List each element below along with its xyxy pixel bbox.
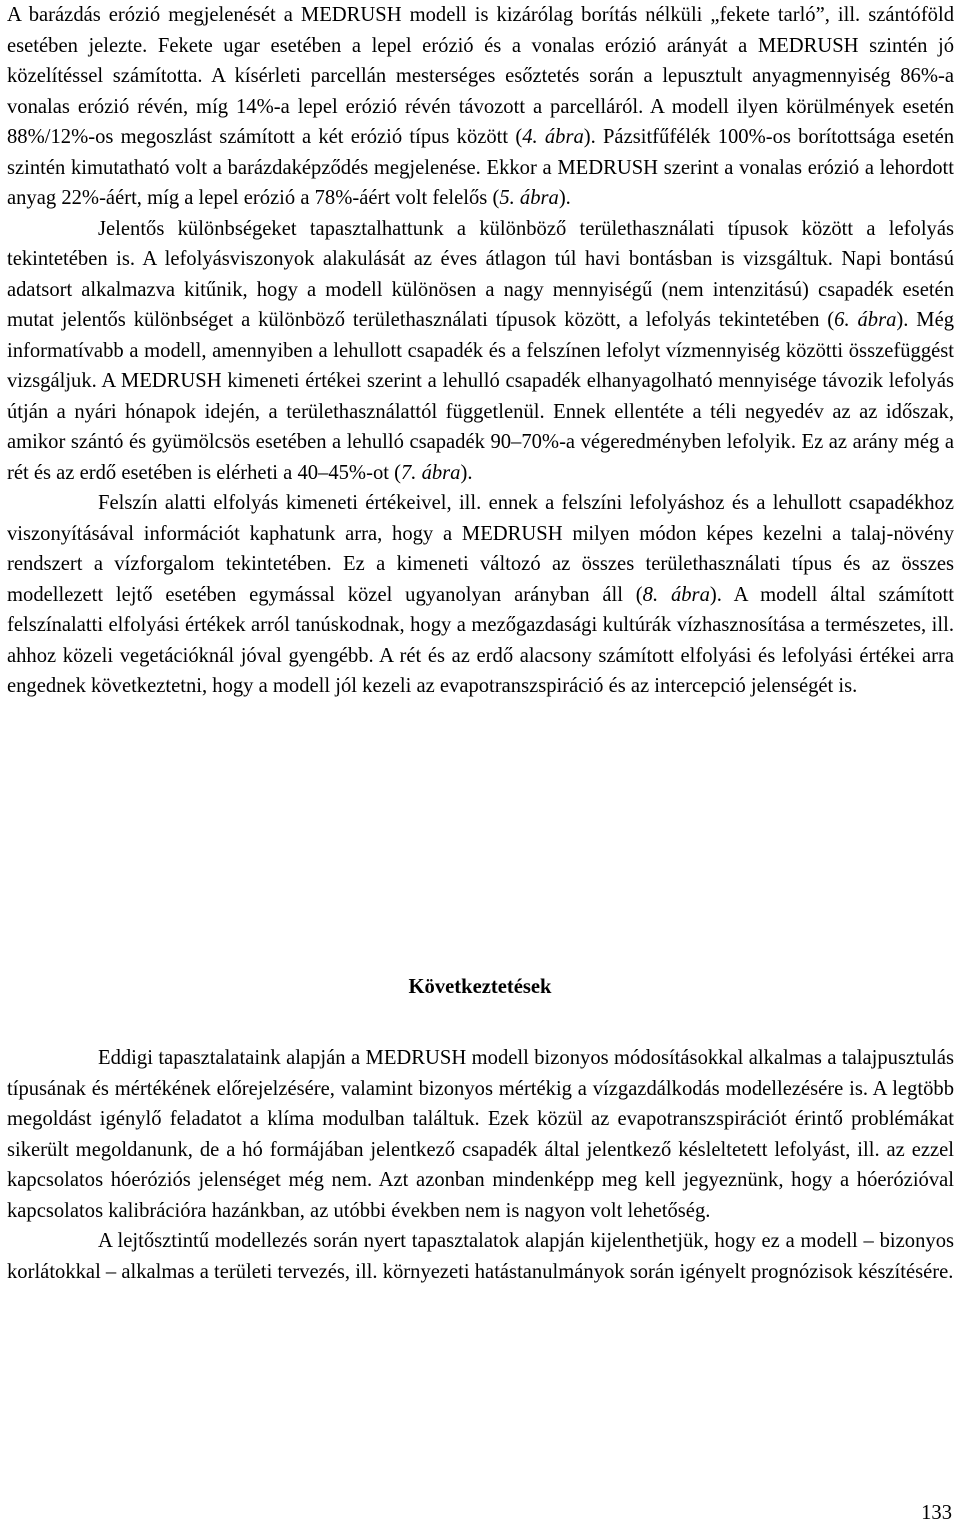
figure-reference: 7. ábra bbox=[400, 461, 461, 484]
paragraph-runoff-differences: Jelentős különbségeket tapasztalhattunk a különböző területhasználati típusok között a lefolyás tekintetében is. A lefolyásviszonyok alakulását az éves átlagon túl havi bontásban is vizsgáltuk. Napi bontású adatsort alkalmazva kitűnik, hogy a modell különösen a nagy mennyiségű (nem intenzitású) csapadék esetén mutat jelentős különbséget a különböző területhasználati típusok között, a lefolyás tekintetében (6. ábra). Még informatívabb a modell, amennyiben a lehullott csapadék és a felszínen lefolyt vízmennyiség közötti összefüggést vizsgáljuk. A MEDRUSH kimeneti értékei szerint a lehulló csapadék elhanyagolható mennyisége távozik lefolyás útján a nyári hónapok idején, a területhasználattól függetlenül. Ennek ellentéte a téli negyedév az az időszak, amikor szántó és gyümölcsös esetében a lehulló csapadék 90–70%-a végeredményben lefolyik. Ez az arány még a rét és az erdő esetében is elérheti a 40–45%-ot (7. ábra). bbox=[7, 217, 955, 484]
figure-reference: 4. ábra bbox=[522, 126, 584, 148]
body-text-section-2 bbox=[7, 1043, 954, 1287]
section-heading-conclusions: Következtetések bbox=[408, 976, 552, 998]
figure-reference: 8. ábra bbox=[642, 583, 710, 606]
figure-reference: 5. ábra bbox=[499, 187, 559, 209]
paragraph-sheet-erosion: A barázdás erózió megjelenését a MEDRUSH modell is kizárólag borítás nélküli „fekete tarló”, ill. szántóföld esetében jelezte. Fekete ugar esetében a lepel erózió és a vonalas erózió arányát a MEDRUSH szintén jó közelítéssel számította. A kísérleti parcellán mesterséges esőztetés során a lepusztult anyagmennyiség 86%-a vonalas erózió révén, míg 14%-a lepel erózió révén távozott a parcelláról. A modell ilyen körülmények esetén 88%/12%-os megoszlást számított a két erózió típus között (4. ábra). Pázsitfűfélék 100%-os borítottsága esetén szintén kimutatható volt a barázdaképződés megjelenése. Ekkor a MEDRUSH szerint a vonalas erózió a lehordott anyag 22%-áért, míg a lepel erózió a 78%-áért volt felelős (5. ábra). bbox=[7, 4, 955, 209]
body-text-section-1 bbox=[7, 0, 954, 702]
paragraph-conclusions-suitability: A lejtősztintű modellezés során nyert tapasztalatok alapján kijelenthetjük, hogy ez a modell – bizonyos korlátokkal – alkalmas a területi tervezés, ill. környezeti hatástanulmányok során igényelt prognózisok készítésére. bbox=[7, 1230, 954, 1283]
paragraph-subsurface-flow: Felszín alatti elfolyás kimeneti értékeivel, ill. ennek a felszíni lefolyáshoz és a lehullott csapadékhoz viszonyításával információt kaphatunk arra, hogy a MEDRUSH milyen módon képes kezelni a talaj-növény rendszert a vízforgalom tekintetében. Ez a kimeneti változó az összes területhasználati típus és az összes modellezett lejtő esetében egymással közel ugyanolyan arányban áll (8. ábra). A modell által számított felszínalatti elfolyási értékek arról tanúskodnak, hogy a mezőgazdasági kultúrák vízhasznosítása a természetes, ill. ahhoz közeli vegetációknál jóval gyengébb. A rét és az erdő alacsony számított elfolyási és lefolyási értékei arra engednek következtetni, hogy a modell jól kezeli az evapotranszspiráció és az intercepció jelenségét is. bbox=[7, 492, 954, 697]
paragraph-conclusions-experience: Eddigi tapasztalataink alapján a MEDRUSH modell bizonyos módosításokkal alkalmas a talajpusztulás típusának és mértékének előrejelzésére, valamint bizonyos mértékig a vízgazdálkodás modellezésére is. A legtöbb megoldást igénylő feladatot a klíma modulban találtuk. Ezek közül az evapotranszspirációt érintő problémákat sikerült megoldanunk, de a hó formájában jelentkező csapadék által jelentkező késleltetett lefolyást, ill. az ezzel kapcsolatos hóeróziós jelenséget még nem. Azt azonban mindenképp meg kell jegyeznünk, hogy a hóerózióval kapcsolatos kalibrációra hazánkban, az utóbbi években nem is nagyon volt lehetőség. bbox=[7, 1047, 954, 1222]
page-number: 133 bbox=[921, 1502, 952, 1524]
figure-reference: 6. ábra bbox=[834, 309, 897, 331]
